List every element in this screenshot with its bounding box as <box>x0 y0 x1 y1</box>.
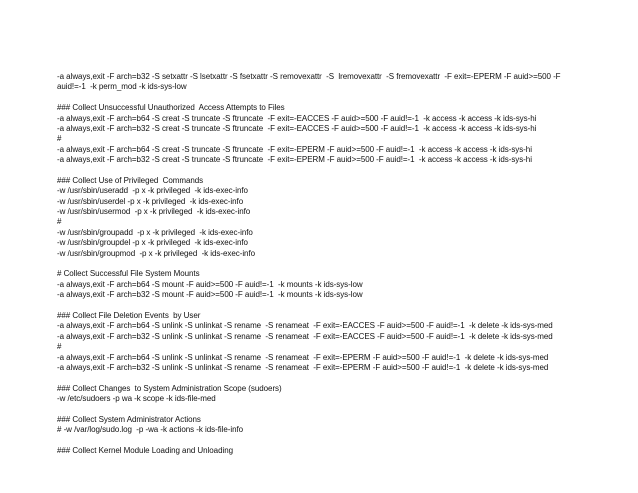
section-heading: ### Collect Use of Privileged Commands <box>57 175 204 185</box>
blank-line <box>57 405 632 415</box>
text-line: -w /usr/sbin/useradd -p x -k privileged -k ids-exec-info <box>57 186 248 196</box>
section-heading: ### Collect File Deletion Events by User <box>57 310 201 320</box>
text-line: -a always,exit -F arch=b32 -S creat -S truncate -S ftruncate -F exit=-EPERM -F auid>=500 -F auid!=-1 -k access -k access -k ids-sys-hi <box>57 155 532 165</box>
text-line: -w /usr/sbin/groupdel -p x -k privileged -k ids-exec-info <box>57 238 248 248</box>
document-text-block <box>57 72 632 456</box>
text-line: -w /usr/sbin/groupadd -p x -k privileged -k ids-exec-info <box>57 227 253 237</box>
blank-line <box>57 301 632 311</box>
blank-line <box>57 93 632 103</box>
text-line: -w /usr/sbin/groupmod -p x -k privileged -k ids-exec-info <box>57 248 256 258</box>
section-heading: # Collect Successful File System Mounts <box>57 269 200 279</box>
text-line: # -w /var/log/sudo.log -p -wa -k actions -k ids-file-info <box>57 425 244 435</box>
text-line: -w /etc/sudoers -p wa -k scope -k ids-file-med <box>57 394 216 404</box>
section-heading: ### Collect Unsuccessful Unauthorized Access Attempts to Files <box>57 103 285 113</box>
blank-line <box>57 436 632 446</box>
text-line: -a always,exit -F arch=b32 -S unlink -S unlinkat -S rename -S renameat -F exit=-EPERM -F auid>=500 -F auid!=-1 -k delete -k ids-sys-med <box>57 362 549 372</box>
text-line: -a always,exit -F arch=b32 -S creat -S truncate -S ftruncate -F exit=-EACCES -F auid>=500 -F auid!=-1 -k access -k access -k ids-sys-hi <box>57 123 537 133</box>
text-line: -a always,exit -F arch=b32 -S setxattr -S lsetxattr -S fsetxattr -S removexattr -S lremovexattr -S fremovexattr -F exit=-EPERM -F auid>=500 -F <box>57 72 561 81</box>
text-line: -a always,exit -F arch=b32 -S mount -F auid>=500 -F auid!=-1 -k mounts -k ids-sys-low <box>57 290 363 300</box>
text-line: -w /usr/sbin/userdel -p x -k privileged -k ids-exec-info <box>57 196 244 206</box>
section-heading: ### Collect Changes to System Administration Scope (sudoers) <box>57 383 282 393</box>
blank-line <box>57 166 632 176</box>
text-line: -a always,exit -F arch=b64 -S creat -S truncate -S ftruncate -F exit=-EACCES -F auid>=500 -F auid!=-1 -k access -k access -k ids-sys-hi <box>57 113 537 123</box>
blank-line <box>57 259 632 269</box>
text-line: -a always,exit -F arch=b64 -S creat -S truncate -S ftruncate -F exit=-EPERM -F auid>=500 -F auid!=-1 -k access -k access -k ids-sys-hi <box>57 144 532 154</box>
text-line: auid!=-1 -k perm_mod -k ids-sys-low <box>57 82 187 92</box>
text-line: -a always,exit -F arch=b32 -S unlink -S unlinkat -S rename -S renameat -F exit=-EACCES -F auid>=500 -F auid!=-1 -k delete -k ids-sys-med <box>57 331 553 341</box>
text-line: -a always,exit -F arch=b64 -S unlink -S unlinkat -S rename -S renameat -F exit=-EPERM -F auid>=500 -F auid!=-1 -k delete -k ids-sys-med <box>57 352 549 362</box>
text-line: -w /usr/sbin/usermod -p x -k privileged -k ids-exec-info <box>57 207 251 217</box>
text-line: -a always,exit -F arch=b64 -S mount -F auid>=500 -F auid!=-1 -k mounts -k ids-sys-low <box>57 279 363 289</box>
separator-line: # <box>57 342 62 352</box>
blank-line <box>57 373 632 383</box>
section-heading: ### Collect Kernel Module Loading and Unloading <box>57 446 233 456</box>
section-heading: ### Collect System Administrator Actions <box>57 414 201 424</box>
separator-line: # <box>57 217 62 227</box>
separator-line: # <box>57 134 62 144</box>
text-line: -a always,exit -F arch=b64 -S unlink -S unlinkat -S rename -S renameat -F exit=-EACCES -F auid>=500 -F auid!=-1 -k delete -k ids-sys-med <box>57 321 553 331</box>
